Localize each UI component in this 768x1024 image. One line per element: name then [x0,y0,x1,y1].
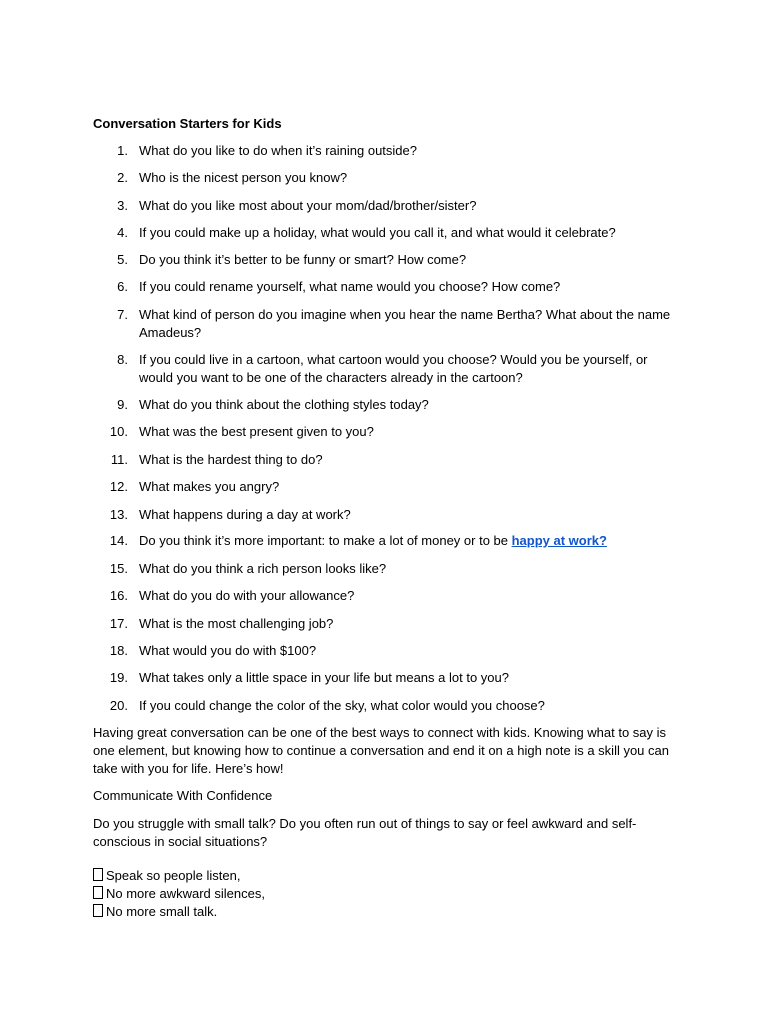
bullet-text: No more awkward silences, [106,886,265,901]
item-text: If you could rename yourself, what name would you choose? How come? [139,279,561,294]
checkbox-glyph-icon [93,886,103,899]
paragraph-line: Having great conversation can be one of the best ways to connect with kids. Knowing what to say is [93,725,667,740]
item-number: 3. [117,198,128,213]
bullet-item [93,903,493,921]
item-text: What do you like most about your mom/dad/brother/sister? [139,198,477,213]
item-text: What do you like to do when it’s raining outside? [139,143,417,158]
checkbox-glyph-icon [93,868,103,881]
item-number: 8. [117,352,128,367]
item-text: If you could make up a holiday, what would you call it, and what would it celebrate? [139,225,616,240]
item-number: 15. [109,561,128,576]
item-number: 5. [117,252,128,267]
item-number: 20. [109,698,128,713]
item-text-line: What kind of person do you imagine when you hear the name Bertha? What about the name [139,307,671,322]
item-number: 12. [109,479,128,494]
happy-at-work-link[interactable]: happy at work? [511,533,607,548]
item-text [139,532,689,550]
item-text: Who is the nicest person you know? [139,170,348,185]
item-text: What happens during a day at work? [139,507,351,522]
item-text [139,351,689,387]
item-number: 13. [109,507,128,522]
bullet-text: No more small talk. [106,904,218,919]
item-text: What do you think a rich person looks like? [139,561,387,576]
struggle-paragraph [93,815,683,851]
item-number: 9. [117,397,128,412]
bullet-item [93,885,493,903]
item-text-body: Do you think it’s more important: to make a lot of money or to be [139,533,512,548]
paragraph-line: conscious in social situations? [93,834,268,849]
item-number: 1. [117,143,128,158]
paragraph-line: take with you for life. Here’s how! [93,761,284,776]
item-number: 10. [109,424,128,439]
item-number: 7. [117,307,128,322]
paragraph-line: one element, but knowing how to continue a conversation and end it on a high note is a skill you can [93,743,669,758]
item-text: If you could change the color of the sky, what color would you choose? [139,698,545,713]
item-text [139,306,689,342]
item-text-line: If you could live in a cartoon, what cartoon would you choose? Would you be yourself, or [139,352,648,367]
item-text: What do you think about the clothing styles today? [139,397,429,412]
item-number: 11. [110,452,128,467]
document-title: Conversation Starters for Kids [93,116,282,131]
item-number: 2. [117,170,128,185]
checkbox-glyph-icon [93,904,103,917]
item-text: What is the hardest thing to do? [139,452,323,467]
item-text: Do you think it’s better to be funny or smart? How come? [139,252,467,267]
item-number: 18. [109,643,128,658]
paragraph-line: Do you struggle with small talk? Do you often run out of things to say or feel awkward and self- [93,816,637,831]
intro-paragraph [93,724,683,778]
bullet-item [93,867,493,885]
item-number: 17. [109,616,128,631]
item-text: What is the most challenging job? [139,616,334,631]
item-text: What takes only a little space in your life but means a lot to you? [139,670,509,685]
item-number: 19. [109,670,128,685]
item-text: What would you do with $100? [139,643,317,658]
item-text: What do you do with your allowance? [139,588,355,603]
item-number: 6. [117,279,128,294]
subheading: Communicate With Confidence [93,788,273,803]
item-number: 14. [109,533,128,548]
item-text: What was the best present given to you? [139,424,374,439]
bullet-text: Speak so people listen, [106,868,241,883]
item-number: 16. [109,588,128,603]
item-text-line: would you want to be one of the characters already in the cartoon? [139,370,523,385]
item-text: What makes you angry? [139,479,280,494]
item-number: 4. [117,225,128,240]
item-text-line: Amadeus? [139,325,202,340]
